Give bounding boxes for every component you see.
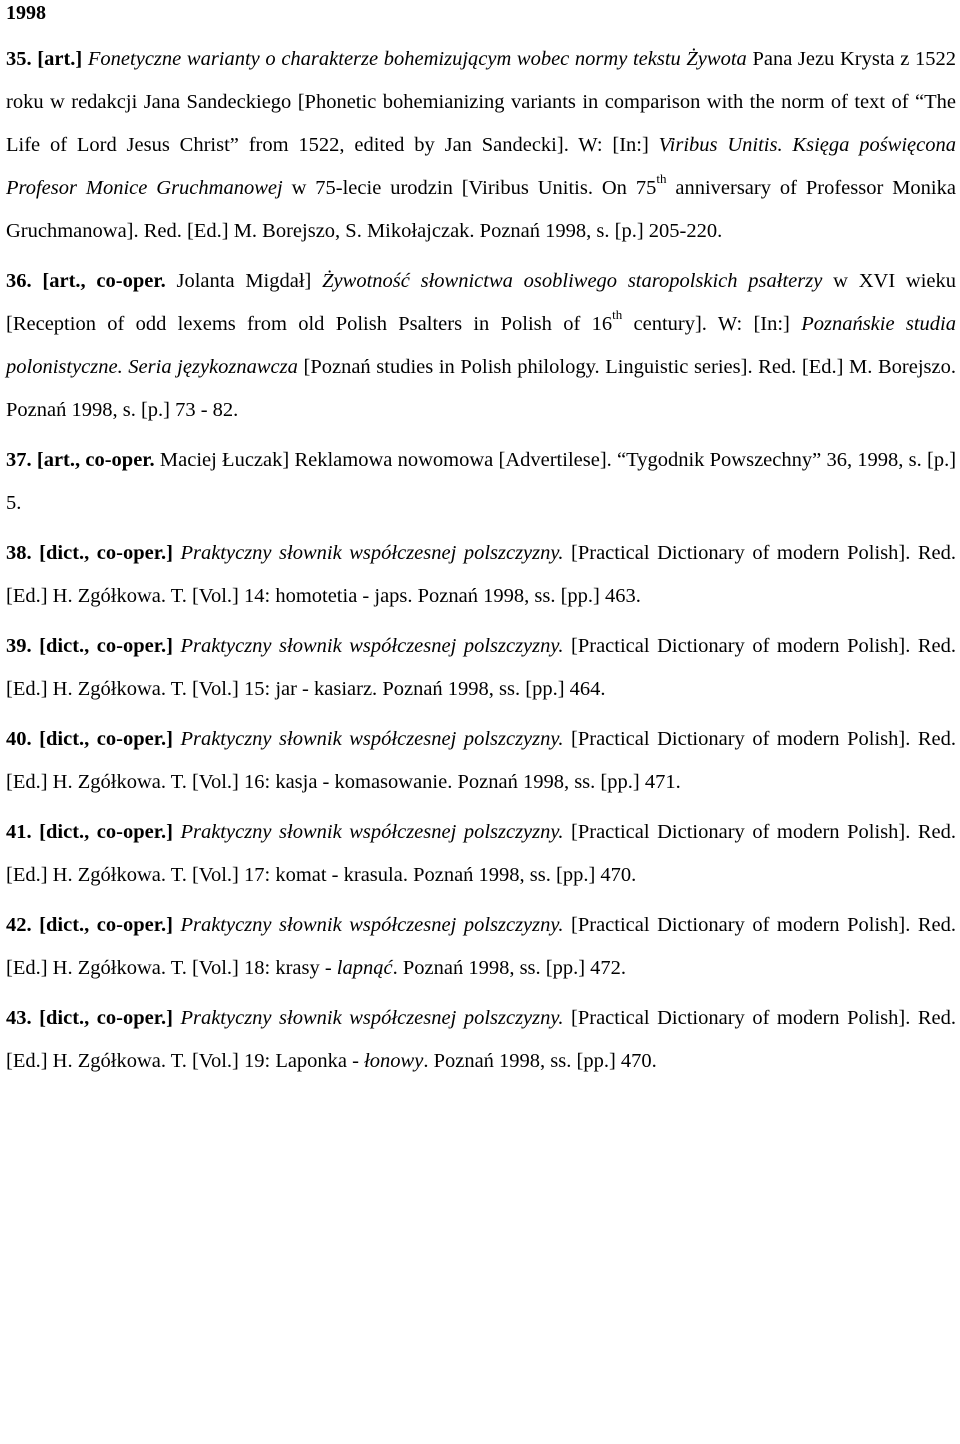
entry-number: 36. — [6, 270, 32, 292]
entry-text: [Practical Dictionary of modern Polish]. Red. [Ed.] H. Zgółkowa. T. [Vol.] 17: komat - krasula. — [6, 821, 957, 886]
entry-number: 38. — [6, 542, 32, 564]
entry-text: [Practical Dictionary of modern Polish]. Red. [Ed.] H. Zgółkowa. T. [Vol.] 16: kasja - komasowanie. — [6, 728, 957, 793]
entry-type-tag: [dict., co-oper.] — [39, 1007, 173, 1029]
entry-text: w 75-lecie urodzin [Viribus Unitis. On 75 — [291, 177, 657, 199]
entry-number: 37. — [6, 449, 32, 471]
entry-text: [Practical Dictionary of modern Polish]. Red. [Ed.] H. Zgółkowa. T. [Vol.] 19: Laponka - — [6, 1007, 957, 1072]
superscript: th — [612, 307, 623, 323]
superscript: th — [656, 171, 667, 187]
entry-42 — [6, 904, 956, 990]
entry-43 — [6, 997, 956, 1083]
entry-type-tag: [art., co-oper. — [36, 449, 155, 471]
entry-title: Praktyczny słownik współczesnej polszczyzny. — [180, 914, 564, 936]
entry-type-tag: [art., co-oper. — [42, 270, 166, 292]
entry-title: Praktyczny słownik współczesnej polszczyzny. — [180, 821, 564, 843]
entry-author: Maciej Łuczak] — [159, 449, 290, 471]
entry-author: Jolanta Migdał] — [176, 270, 312, 292]
entry-35 — [6, 38, 956, 253]
entry-text: w XVI wieku [Reception of odd lexems from old Polish Psalters in Polish of 16 — [6, 270, 957, 335]
entry-title: Praktyczny słownik współczesnej polszczyzny. — [180, 635, 564, 657]
entry-text: . Poznań 1998, ss. [pp.] 470. — [423, 1050, 657, 1072]
entry-39 — [6, 625, 956, 711]
year-heading: 1998 — [6, 2, 46, 24]
entry-title: Praktyczny słownik współczesnej polszczyzny. — [180, 1007, 564, 1029]
entry-number: 41. — [6, 821, 32, 843]
entry-number: 42. — [6, 914, 32, 936]
entry-text: Poznań 1998, ss. [pp.] 470. — [407, 864, 637, 886]
series-title: Poznańskie studia polonistyczne. Seria językoznawcza — [6, 313, 956, 378]
book-title: Viribus Unitis. Księga poświęcona Profesor Monice Gruchmanowej — [6, 134, 956, 199]
entry-40 — [6, 718, 956, 804]
entry-title: Żywotność słownictwa osobliwego staropolskich psałterzy — [322, 270, 823, 292]
entry-38 — [6, 532, 956, 618]
entry-text: [Practical Dictionary of modern Polish]. Red. [Ed.] H. Zgółkowa. T. [Vol.] 15: jar - kasiarz. — [6, 635, 957, 700]
entry-number: 35. — [6, 48, 32, 70]
entry-number: 40. — [6, 728, 32, 750]
entry-41 — [6, 811, 956, 897]
entry-text: [Practical Dictionary of modern Polish]. Red. [Ed.] H. Zgółkowa. T. [Vol.] 18: krasy - — [6, 914, 957, 979]
entry-text: Reklamowa nowomowa [Advertilese]. “Tygodnik Powszechny” 36, 1998, s. [p.] 5. — [6, 449, 957, 514]
dictionary-entries — [6, 532, 956, 1083]
entry-text: Poznań 1998, ss. [pp.] 464. — [377, 678, 606, 700]
entry-type-tag: [dict., co-oper.] — [39, 821, 173, 843]
entry-title: Fonetyczne warianty o charakterze bohemizującym wobec normy tekstu Żywota — [87, 48, 747, 70]
entry-type-tag: [dict., co-oper.] — [39, 728, 173, 750]
entry-number: 43. — [6, 1007, 32, 1029]
entry-title: Praktyczny słownik współczesnej polszczyzny. — [180, 542, 564, 564]
entry-text: [Poznań studies in Polish philology. Linguistic series]. Red. [Ed.] M. Borejszo. Poznań 1998, s. [p.] 73 - 82. — [6, 356, 957, 421]
entry-type-tag: [dict., co-oper.] — [39, 914, 173, 936]
entry-text: [Practical Dictionary of modern Polish]. Red. [Ed.] H. Zgółkowa. T. [Vol.] 14: homotetia - japs. — [6, 542, 957, 607]
entry-number: 39. — [6, 635, 32, 657]
bibliography-page — [6, 0, 956, 1090]
entry-type-tag: [dict., co-oper.] — [39, 542, 173, 564]
entry-type-tag: [dict., co-oper.] — [39, 635, 173, 657]
entry-type-tag: [art.] — [37, 48, 83, 70]
entry-text: . Poznań 1998, ss. [pp.] 472. — [392, 957, 627, 979]
entry-text: anniversary of Professor Monika Gruchmanowa]. Red. [Ed.] M. Borejszo, S. Mikołajczak. Poznań 1998, s. [p.] 205-220. — [6, 177, 956, 242]
entry-text: Pana Jezu Krysta z 1522 roku w redakcji Jana Sandeckiego [Phonetic bohemianizing variants in comparison with the norm of text of “The Life of Lord Jesus Christ” from 1522, edited by Jan Sandecki]. W: [In:] — [6, 48, 957, 156]
entry-text: century]. W: [In:] — [633, 313, 790, 335]
entry-italic-word: łonowy — [358, 1050, 424, 1072]
entry-text: Poznań 1998, ss. [pp.] 471. — [452, 771, 681, 793]
entry-text: Poznań 1998, ss. [pp.] 463. — [412, 585, 641, 607]
entry-37 — [6, 439, 956, 525]
entry-36 — [6, 260, 956, 432]
entry-italic-word: lapnąć — [331, 957, 393, 979]
entry-title: Praktyczny słownik współczesnej polszczyzny. — [180, 728, 564, 750]
